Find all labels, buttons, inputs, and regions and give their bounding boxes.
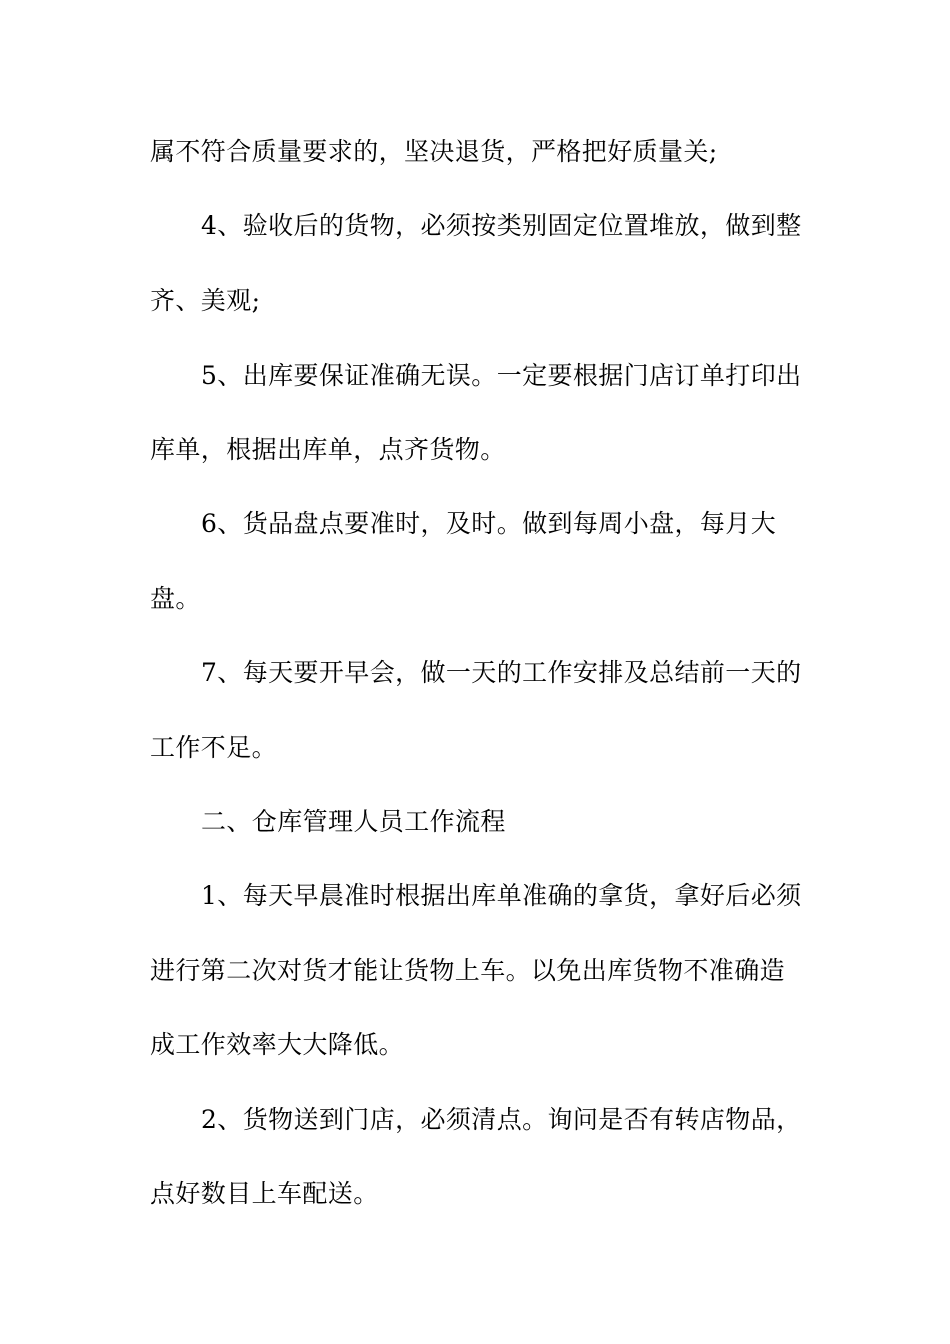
text-line: 7、每天要开早会，做一天的工作安排及总结前一天的 <box>201 658 802 687</box>
text-line: 属不符合质量要求的，坚决退货，严格把好质量关; <box>150 137 718 166</box>
text-line: 库单，根据出库单，点齐货物。 <box>150 435 506 464</box>
text-line: 齐、美观; <box>150 286 261 315</box>
text-line: 6、货品盘点要准时，及时。做到每周小盘，每月大 <box>201 509 777 538</box>
text-line: 工作不足。 <box>150 733 278 762</box>
text-line: 进行第二次对货才能让货物上车。以免出库货物不准确造 <box>150 956 786 985</box>
text-line: 4、验收后的货物，必须按类别固定位置堆放，做到整 <box>201 211 802 240</box>
text-line: 5、出库要保证准确无误。一定要根据门店订单打印出 <box>201 361 802 390</box>
text-line: 点好数目上车配送。 <box>150 1179 379 1208</box>
section-heading: 二、仓库管理人员工作流程 <box>201 807 506 836</box>
text-line: 1、每天早晨准时根据出库单准确的拿货，拿好后必须 <box>201 881 802 910</box>
text-line: 成工作效率大大降低。 <box>150 1030 405 1059</box>
text-line: 盘。 <box>150 584 201 613</box>
text-line: 2、货物送到门店，必须清点。询问是否有转店物品， <box>201 1105 802 1134</box>
